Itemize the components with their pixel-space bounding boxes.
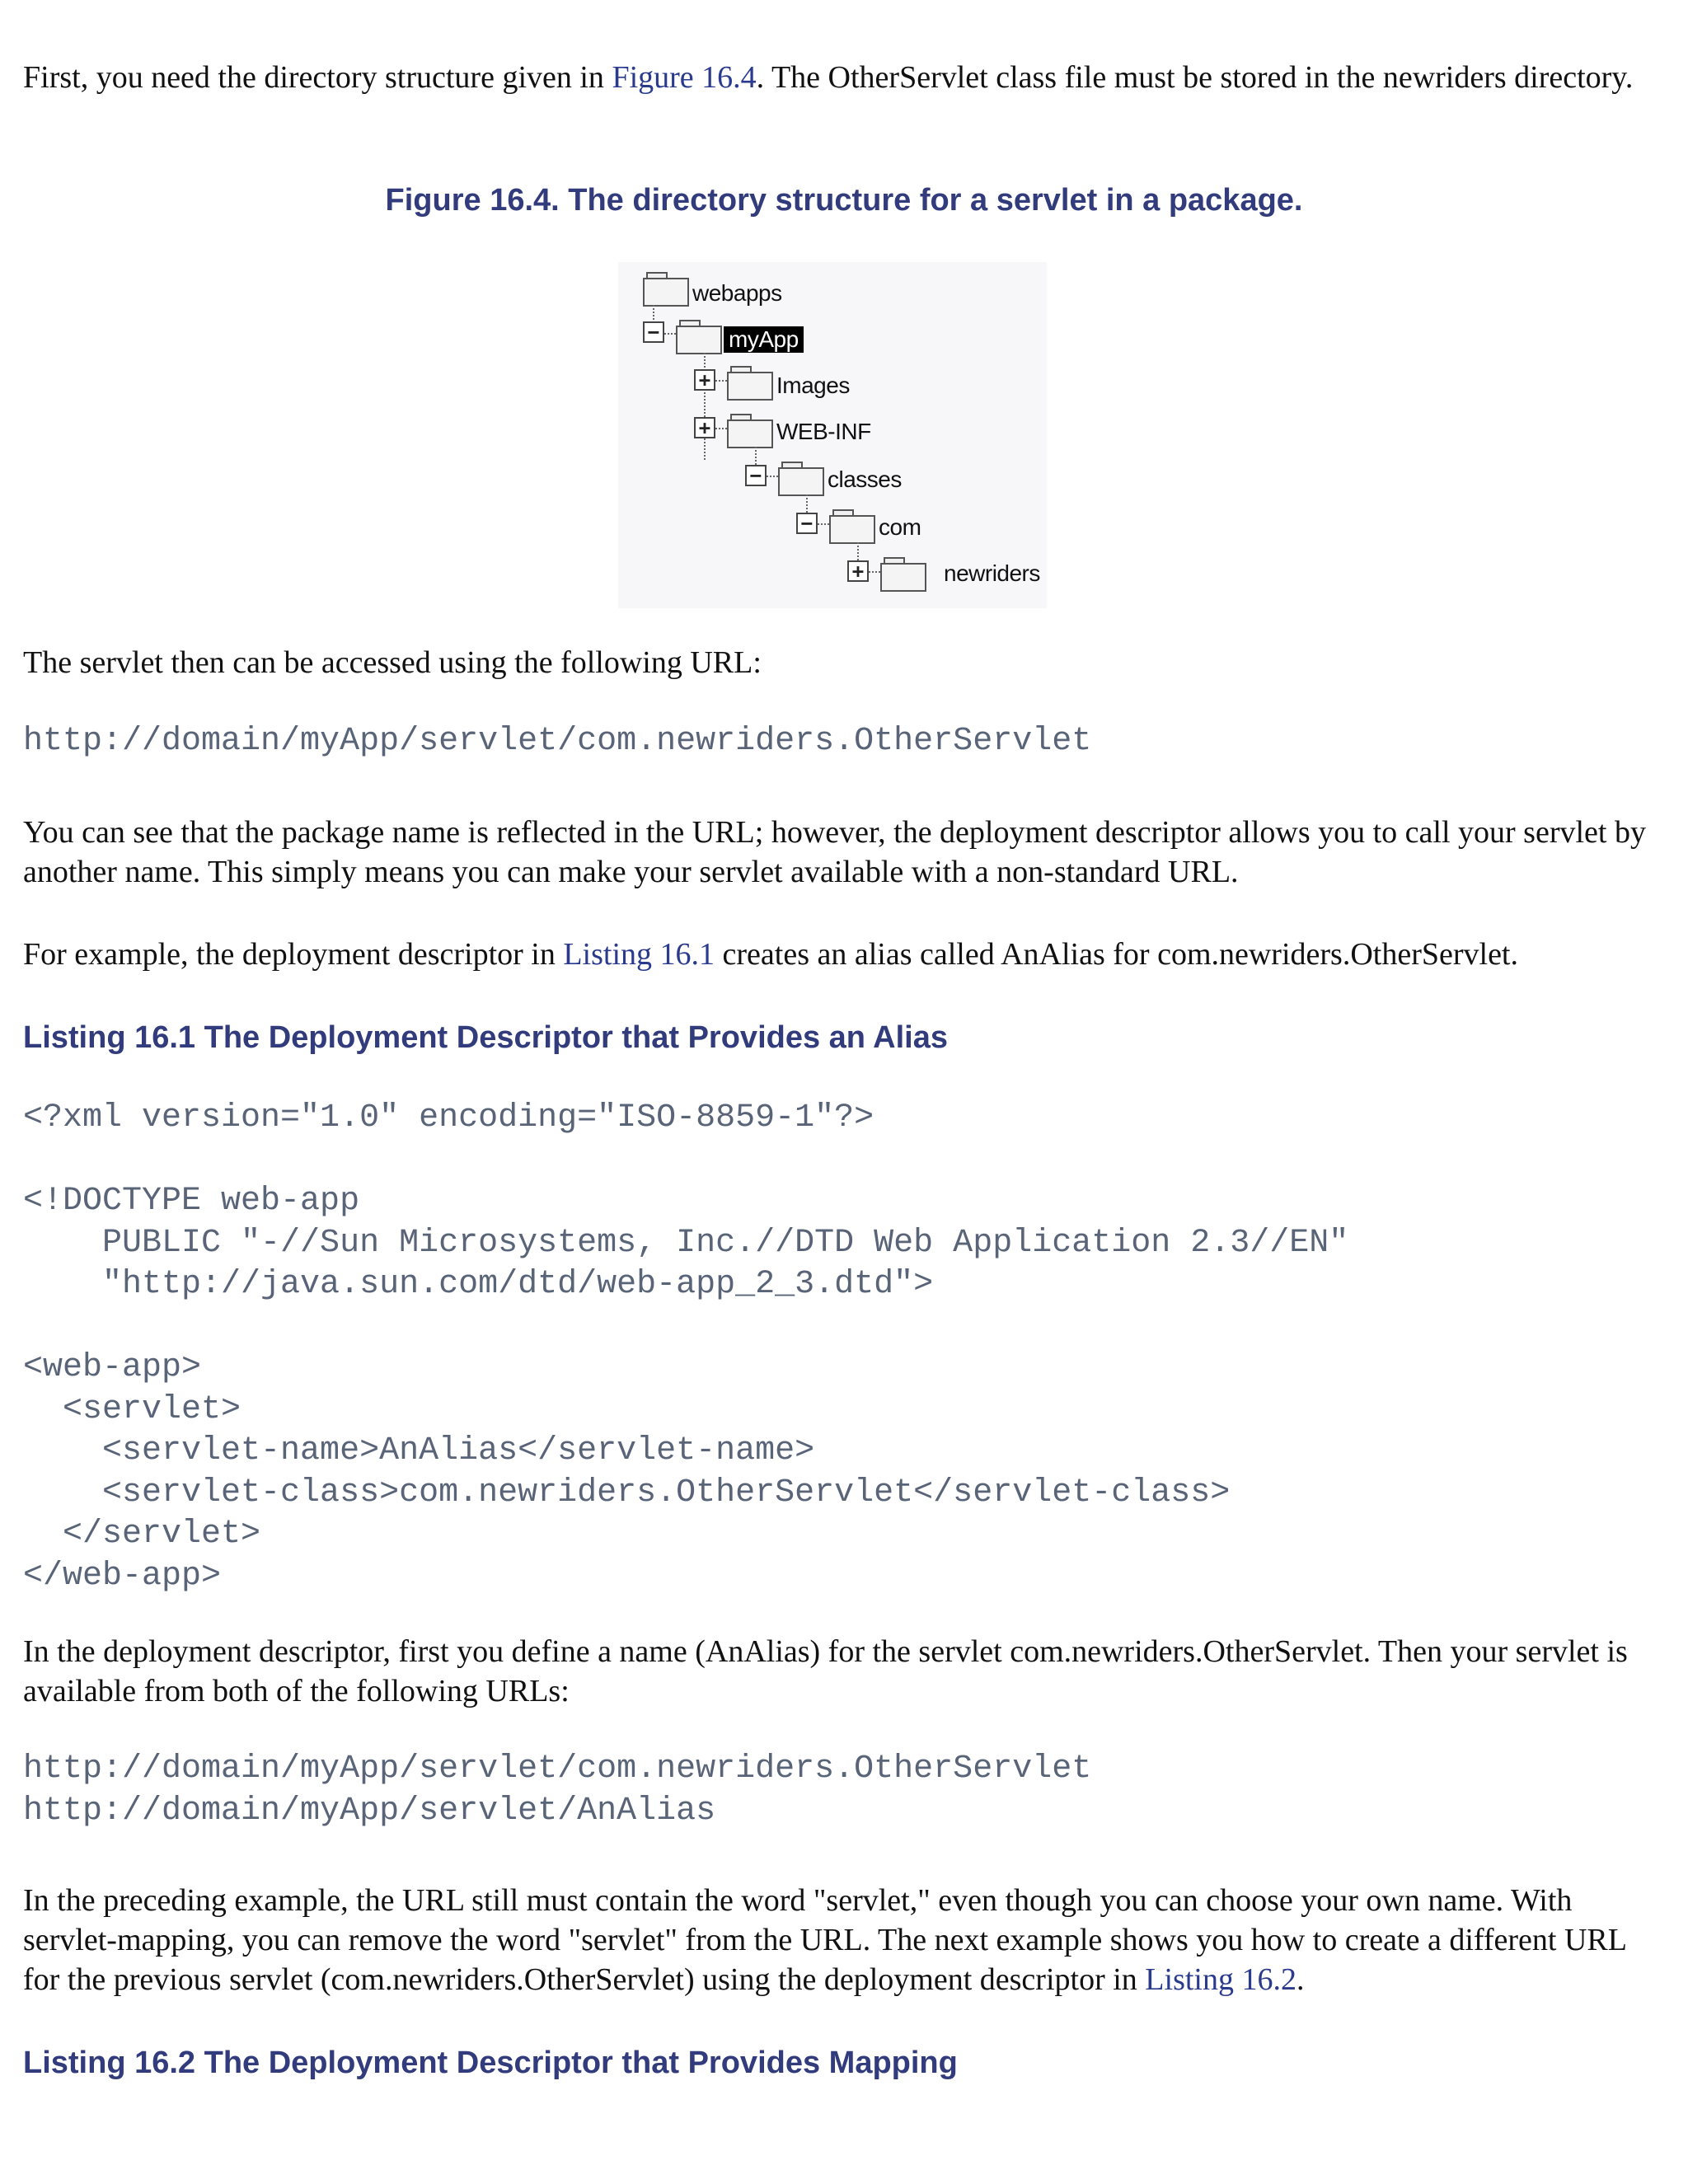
tree-label-newriders: newriders [944, 560, 1040, 586]
expand-icon: + [694, 369, 715, 391]
collapse-icon: − [745, 465, 767, 486]
example-paragraph [23, 935, 1665, 974]
tree-label-web-inf: WEB-INF [776, 419, 871, 444]
listing-16-1-link[interactable]: Listing 16.1 [563, 937, 715, 972]
folder-icon [643, 272, 687, 305]
mapping-paragraph [23, 1881, 1665, 1999]
folder-icon [880, 557, 925, 590]
directory-tree-figure [618, 262, 1047, 608]
tree-label-myapp: myApp [724, 326, 804, 353]
listing-16-1-title: Listing 16.1 The Deployment Descriptor that Provides an Alias [23, 1020, 948, 1055]
access-paragraph: The servlet then can be accessed using the following URL: [23, 645, 762, 680]
intro-paragraph [23, 58, 1639, 97]
tree-label-com: com [879, 514, 921, 540]
package-paragraph: You can see that the package name is reflected in the URL; however, the deployment descriptor allows you to call your servlet by another name. This simply means you can make your servlet available with a non-standard URL. [23, 815, 1646, 889]
intro-text: First, you need the directory structure given in [23, 60, 612, 95]
expand-icon: + [694, 417, 715, 438]
figure-16-4-link[interactable]: Figure 16.4 [612, 60, 757, 95]
collapse-icon: − [643, 321, 664, 343]
example-text: For example, the deployment descriptor in [23, 937, 564, 972]
intro-text-end: . The OtherServlet class file must be stored in the newriders directory. [756, 60, 1634, 95]
folder-icon [829, 509, 874, 542]
tree-label-classes: classes [828, 466, 902, 492]
mapping-text: In the preceding example, the URL still must contain the word "servlet," even though you can choose your own name. With servlet-mapping, you can remove the word "servlet" from the URL. The next example shows you how to create a different URL for the previous servlet (com.newriders.OtherServlet) using the deployment descriptor in [23, 1883, 1626, 1997]
folder-icon [727, 366, 771, 399]
folder-icon [778, 462, 823, 494]
tree-label-webapps: webapps [692, 280, 782, 306]
url-code-block: http://domain/myApp/servlet/com.newriders.OtherServlet [23, 723, 1092, 760]
listing-16-1-code: <?xml version="1.0" encoding="ISO-8859-1"?> <!DOCTYPE web-app PUBLIC "-//Sun Microsystems, Inc.//DTD Web Application 2.3//EN" "http://java.sun.com/dtd/web-app_2_3.dtd"> <web-app> <servlet> <servlet-name>AnAlias</servlet-name> <servlet-class>com.newriders.OtherServlet</servlet-class> </servlet> </web-app> [23, 1099, 1349, 1595]
tree-label-images: Images [776, 373, 850, 398]
figure-caption: Figure 16.4. The directory structure for a servlet in a package. [385, 183, 1303, 218]
collapse-icon: − [796, 513, 818, 534]
listing-16-2-link[interactable]: Listing 16.2 [1145, 1962, 1296, 1997]
folder-icon [727, 414, 771, 447]
example-text-end: creates an alias called AnAlias for com.newriders.OtherServlet. [715, 937, 1518, 972]
listing-16-2-title: Listing 16.2 The Deployment Descriptor that Provides Mapping [23, 2046, 958, 2080]
expand-icon: + [847, 560, 869, 582]
descriptor-paragraph: In the deployment descriptor, first you define a name (AnAlias) for the servlet com.newriders.OtherServlet. Then your servlet is available from both of the following URLs: [23, 1634, 1628, 1708]
urls-code-block: http://domain/myApp/servlet/com.newriders.OtherServlet http://domain/myApp/servlet/AnAlias [23, 1750, 1092, 1830]
folder-icon [676, 320, 720, 353]
mapping-text-end: . [1296, 1962, 1305, 1997]
